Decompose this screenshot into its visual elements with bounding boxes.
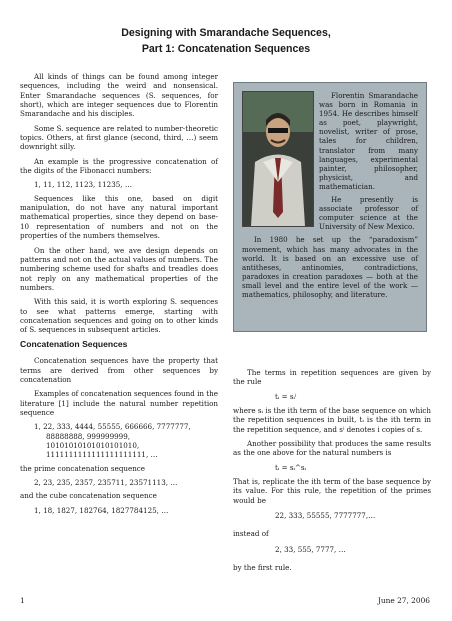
rule-formula-2: tᵢ = sᵢ^sᵢ: [275, 462, 307, 472]
cube-sequence: 1, 18, 1827, 182764, 1827784125, …: [34, 505, 169, 515]
section-heading: Concatenation Sequences: [20, 339, 128, 349]
author-sidebar: [233, 82, 427, 332]
intro-column: [20, 72, 218, 340]
sequence-line: 10101010101010101010,: [46, 441, 140, 451]
bio-paragraph: He presently is associate professor of computer science at the University of New Mexico.: [319, 195, 418, 232]
sequence-line: 1111111111111111111111, …: [46, 450, 158, 460]
paragraph: by the first rule.: [233, 563, 292, 573]
title-line-1: Designing with Smarandache Sequences,: [121, 27, 331, 39]
prime-sequence: 2, 23, 235, 2357, 235711, 23571113, …: [34, 478, 178, 488]
bio-paragraph: Florentin Smarandache was born in Romania in 1954. He describes himself as poet, playwright, novelist, writer of prose, tales for children, translator from many languages, experimental painter, philosopher, physicist, and mathematician.: [319, 91, 418, 191]
paragraph: All kinds of things can be found among integer sequences, including the weird and nonsensical. Enter Smarandache sequences (S. sequences, for short), which are integer sequences due to Florentin Smarandache and his disciples.: [20, 72, 218, 119]
page-number: 1: [20, 596, 25, 605]
paragraph: Concatenation sequences have the property that terms are derived from other sequences by concatenation: [20, 356, 218, 385]
fibonacci-sequence: 1, 11, 112, 1123, 11235, …: [34, 180, 132, 190]
paragraph: where sᵢ is the ith term of the base sequence on which the repetition sequences in built, tᵢ is the ith term in the repetition sequence, and sⁱ denotes i copies of s.: [233, 406, 431, 434]
paragraph: On the other hand, we ave design depends on patterns and not on the actual values of numbers. The numbering scheme used for shafts and treadles does not reply on any mathematical properties of the numbers.: [20, 245, 218, 292]
rule-formula-1: tᵢ = sᵢⁱ: [275, 391, 297, 401]
author-portrait-icon: [243, 92, 313, 226]
paragraph: That is, replicate the ith term of the base sequence by its value. For this rule, the repetition of the primes would be: [233, 477, 431, 505]
page-date: June 27, 2006: [377, 596, 430, 605]
paragraph: instead of: [233, 529, 269, 539]
paragraph: Another possibility that produces the same results as the one above for the natural numbers is: [233, 439, 431, 458]
repetition-sequence: [20, 422, 218, 459]
author-photo: [242, 91, 314, 227]
paragraph: the prime concatenation sequence: [20, 463, 146, 473]
sequence-line: 1, 22, 333, 4444, 55555, 666666, 7777777,: [34, 422, 191, 432]
paragraph: Some S. sequence are related to number-theoretic topics. Others, at first glance (second, third, …) seem downright silly.: [20, 123, 218, 152]
sequence-line: 88888888, 999999999,: [46, 431, 131, 441]
paragraph: With this said, it is worth exploring S. sequences to see what patterns emerge, starting with concatenation sequences and going on to other kinds of S. sequences in subsequent articles.: [20, 297, 218, 335]
paragraph: Sequences like this one, based on digit manipulation, do not have any natural important mathematical properties, since they depend on base-10 representation of numbers and not on the properties of the numbers themselves.: [20, 193, 218, 241]
paragraph: An example is the progressive concatenation of the digits of the Fibonacci numbers:: [20, 156, 218, 176]
paragraph: The terms in repetition sequences are given by the rule: [233, 368, 431, 387]
paragraph: Examples of concatenation sequences found in the literature [1] include the natural number repetition sequence: [20, 389, 218, 418]
rules-column: [233, 368, 431, 578]
concatenation-section: [20, 340, 218, 519]
paragraph: and the cube concatenation sequence: [20, 491, 157, 501]
title-line-2: Part 1: Concatenation Sequences: [141, 43, 311, 55]
prime-repetition-sequence-alt: 2, 33, 555, 7777, …: [275, 544, 346, 554]
prime-repetition-sequence: 22, 333, 55555, 7777777,…: [275, 511, 376, 521]
bio-paragraph: In 1980 he set up the “paradoxism” movement, which has many advocates in the world. It is based on an excessive use of antitheses, antinomies, contradictions, paradoxes in creation paradoxes — both at the small level and the entire level of the work — mathematics, philosophy, and literature.: [242, 235, 418, 299]
